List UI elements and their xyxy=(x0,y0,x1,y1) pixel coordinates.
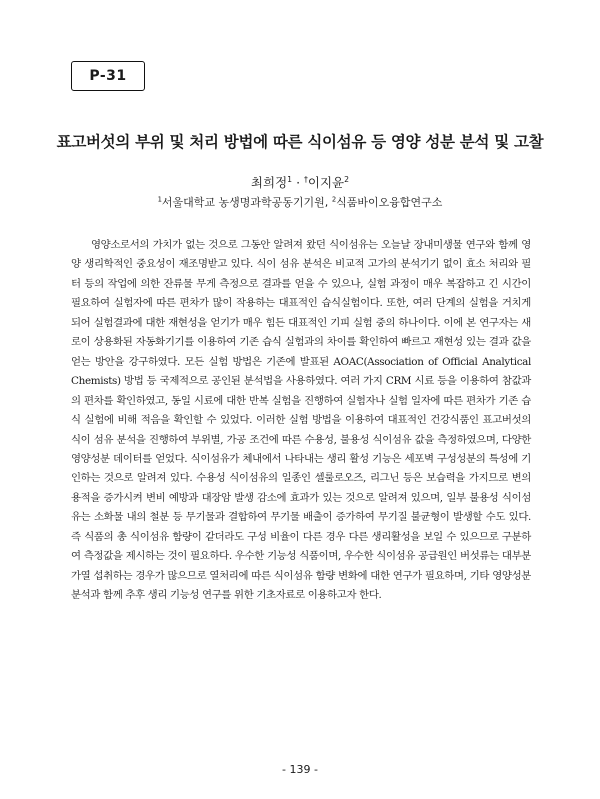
affiliation-1-mark: 1 xyxy=(157,195,162,204)
poster-id-badge: P-31 xyxy=(71,61,145,91)
corresponding-author-mark: † xyxy=(304,174,308,184)
author-separator: · xyxy=(292,175,305,190)
paper-title: 표고버섯의 부위 및 처리 방법에 따른 식이섬유 등 영양 성분 분석 및 고찰 xyxy=(56,133,544,151)
page-number: - 139 - xyxy=(282,763,318,776)
author-1-affil-mark: 1 xyxy=(287,174,293,184)
affiliation-line xyxy=(0,194,600,210)
affiliation-2: 식품바이오융합연구소 xyxy=(336,196,443,209)
author-line xyxy=(0,173,600,191)
author-1-name: 최희정 xyxy=(250,175,288,190)
author-2-affil-mark: 2 xyxy=(344,174,350,184)
affiliation-2-mark: 2 xyxy=(331,195,337,204)
affiliation-1: 서울대학교 농생명과학공동기기원, xyxy=(161,196,332,209)
abstract-body: 영양소로서의 가치가 없는 것으로 그동안 알려져 왔던 식이섬유는 오늘날 장내미생물 연구와 함께 영양 생리학적인 중요성이 재조명받고 있다. 식이 섬유 분석은 비교적 고가의 분석기기 없이 효소 처리와 필터 등의 작업에 의한 잔류물 무게 측정으로 결과를 얻을 수 있으나, 실험 과정이 매우 복잡하고 긴 시간이 필요하여 실험자에 따른 편차가 많이 작용하는 대표적인 습식실험이다. 또한, 여러 단계의 실험을 거치게 되어 실험결과에 대한 재현성을 얻기가 매우 힘든 대표적인 기피 실험 중의 하나이다. 이에 본 연구자는 새로이 상용화된 자동화기기를 이용하여 기존 습식 실험과의 차이를 확인하여 빠르고 재현성 있는 결과 값을 얻는 방안을 강구하였다. 모든 실험 방법은 기존에 발표된 AOAC(Association of Official Analytical Chemists) 방법 등 국제적으로 공인된 분석법을 사용하였다. 여러 가지 CRM 시료 등을 이용하여 참값과의 편차를 확인하였고, 동일 시료에 대한 반복 실험을 진행하여 실험자나 실험 일자에 따른 편차가 기존 습식 실험에 비해 적음을 확인할 수 있었다. 이러한 실험 방법을 이용하여 대표적인 건강식품인 표고버섯의 식이 섬유 분석을 진행하여 부위별, 가공 조건에 따른 수용성, 불용성 식이섬유 값을 측정하였으며, 다양한 영양성분 데이터를 얻었다. 식이섬유가 체내에서 나타내는 생리 활성 기능은 세포벽 구성성분의 특성에 기인하는 것으로 알려져 있다. 수용성 식이섬유의 일종인 셀룰로오즈, 리그닌 등은 보습력을 가지므로 변의 용적을 증가시켜 변비 예방과 대장암 발생 감소에 효과가 있는 것으로 알려져 있으며, 일부 불용성 식이섬유는 소화물 내의 철분 등 무기물과 결합하여 무기물 배출이 증가하여 무기질 불균형이 발생할 수도 있다. 즉 식품의 총 식이섬유 함량이 같더라도 구성 비율이 다른 경우 다른 생리활성을 보일 수 있으므로 구분하여 측정값을 제시하는 것이 필요하다. 우수한 기능성 식품이며, 우수한 식이섬유 공급원인 버섯류는 대부분 가열 섭취하는 경우가 많으므로 열처리에 따른 식이섬유 함량 변화에 대한 연구가 필요하며, 기타 영양성분 분석과 함께 추후 생리 기능성 연구를 위한 기초자료로 이용하고자 한다. xyxy=(71,239,531,602)
author-2-name: 이지윤 xyxy=(307,175,345,190)
